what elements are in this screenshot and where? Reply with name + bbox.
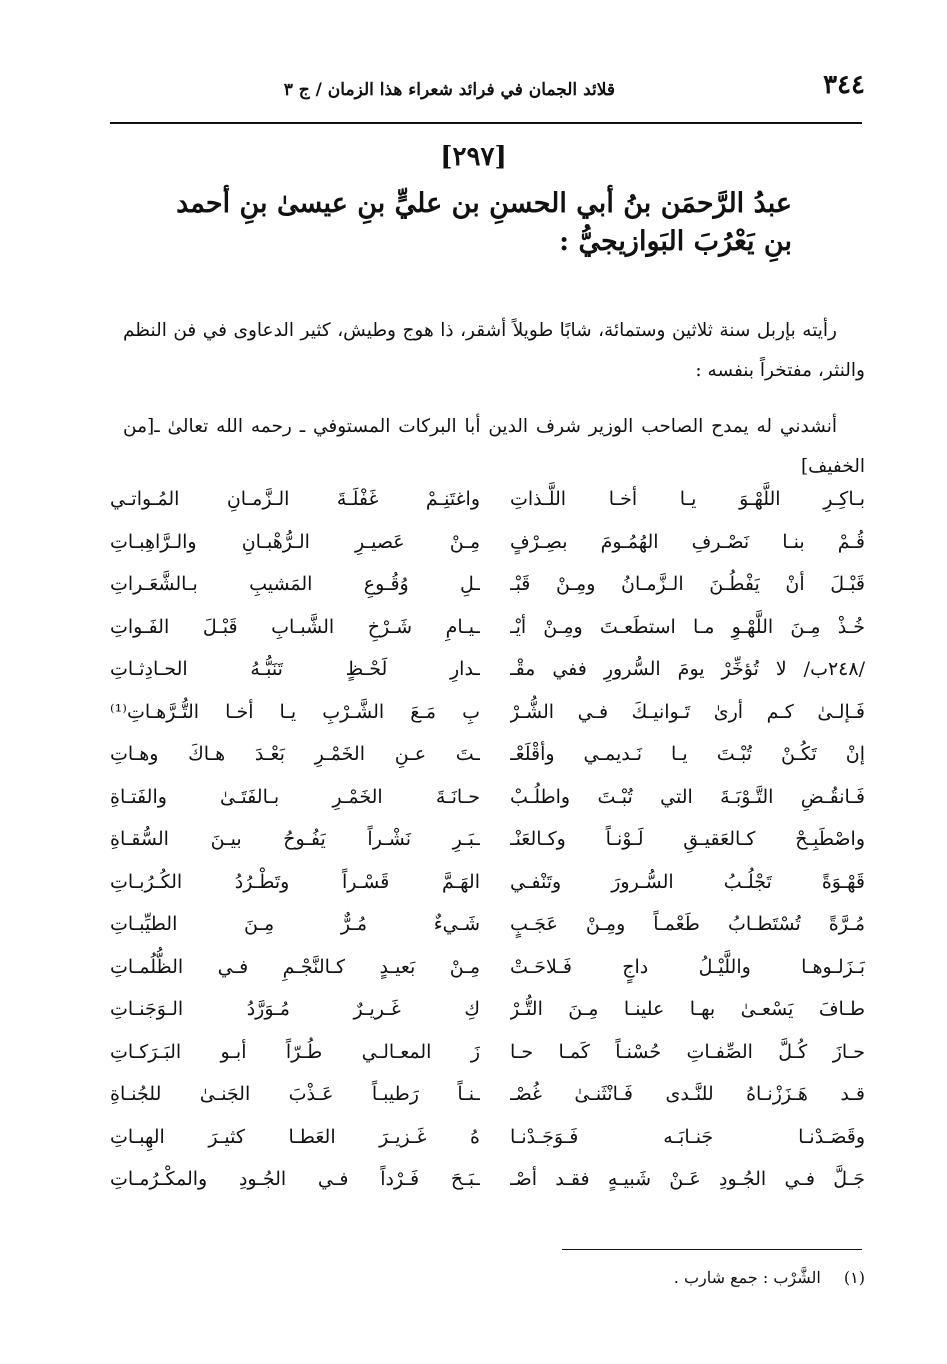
verse-first-hemistich: مُـرَّةً تُسْتَطـابُ طَعْمـاً ومِـنْ عَجَـبٍ bbox=[510, 913, 865, 935]
verse-second-hemistich: كِ غَـريـرٌ مُـوَرَّدُ الـوَجَنـاتِ bbox=[110, 998, 480, 1020]
verse-first-hemistich: حـازَ كُـلَّ الصِّفـاتِ حُسْنـاً كَمـا حـا bbox=[510, 1040, 865, 1063]
verse-second-hemistich: ـبَـحَ فَـرْداً فـي الجُـودِ والمكْـرُمـاتِ bbox=[110, 1168, 480, 1190]
verse-first-hemistich: قَهْـوَةً تَجْلُـبُ السُّـرورَ وتَنْفـي bbox=[510, 870, 865, 893]
verse-first-hemistich: خُـذْ مِـنَ اللَّهْـوِ مـا استطَعـتَ ومِـنْ أيْـ bbox=[510, 615, 865, 638]
verse-second-hemistich: بِ مَـعَ الشَّـرْبِ يـا أخـا التُّـرَّهـاتِ⁽¹⁾ bbox=[110, 700, 480, 723]
verse-first-hemistich: بَـزَلـوهـا واللَّيْـلُ داجٍ فَـلاحَـتْ bbox=[510, 955, 865, 978]
verse-second-hemistich: ـدارِ لَحْـظٍ تَنَبُّـهُ الحـادِثـاتِ bbox=[110, 658, 480, 680]
verse-second-hemistich: ـنـاً رَطيبـاً عَـذْبَ الجَنـىٰ للجُنـاةِ bbox=[110, 1083, 480, 1105]
verse-second-hemistich: الهَـمَّ قَسْـراً وتَطْـرُدُ الكُـرُبـاتِ bbox=[110, 870, 480, 893]
verse-line bbox=[110, 776, 865, 819]
verse-first-hemistich: بـاكِـرِ اللَّهْـوَ يـا أخـا اللَّـذاتِ bbox=[510, 488, 865, 510]
verse-line bbox=[110, 691, 865, 734]
entry-title: عبدُ الرَّحمَن بنُ أبي الحسنِ بن عليٍّ بنِ عيسىٰ بنِ أحمد بنِ يَعْرُبَ البَوازيجيُّ : bbox=[176, 188, 792, 257]
footnote-marker: (١) bbox=[843, 1268, 865, 1287]
verse-first-hemistich: جَـلَّ فـي الجُـودِ عَـنْ شَبيـهٍ فقـد أصْـ bbox=[510, 1168, 865, 1190]
verse-line bbox=[110, 1031, 865, 1074]
verse-first-hemistich: قَبْـلَ أنْ يَفْطُـنَ الـزَّمـانُ ومِـنْ قَبْـ bbox=[510, 573, 865, 595]
verse-line bbox=[110, 478, 865, 521]
verse-second-hemistich: شَـيءٌ مُـرٌّ مِـنَ الطيِّبـاتِ bbox=[110, 913, 480, 935]
verse-line bbox=[110, 903, 865, 946]
poem-intro-paragraph: أنشدني له يمدح الصاحب الوزير شرف الدين أبا البركات المستوفي ـ رحمه الله تعالىٰ ـ[من الخفيف] bbox=[123, 415, 865, 477]
verse-second-hemistich: ـبَـرِ نَشْـراً يَفُـوحُ بيـنَ السُّقـاةِ bbox=[110, 828, 480, 850]
header-rule bbox=[110, 122, 862, 124]
verse-second-hemistich: واغتَنِـمْ غَفْلَـةَ الـزَّمـانِ المُـواتـي bbox=[110, 488, 480, 510]
footnote-rule bbox=[562, 1249, 862, 1250]
verse-second-hemistich: مِـنْ بَعيـدٍ كـالنَّجْـمِ فـي الظُّلُمـاتِ bbox=[110, 955, 480, 978]
footnote-text: الشَّرْب : جمع شارب . bbox=[673, 1268, 821, 1287]
verse-line bbox=[110, 818, 865, 861]
verse-second-hemistich: مِـنْ عَصيـرِ الـرُّهْبـانِ والـرَّاهِبـاتِ bbox=[110, 530, 480, 553]
verse-first-hemistich: وقَصَـدْنـا جَنـابَـه فَـوَجَـدْنـا bbox=[510, 1125, 865, 1148]
verse-first-hemistich: فَـانقُـضِ التَّـوْبَـةَ التي تُبْـتَ واطلُـبْ bbox=[510, 785, 865, 808]
biography-paragraph: رأيته بإربل سنة ثلاثين وستمائة، شابًا طويلاً أشقر، ذا هوج وطيش، كثير الدعاوى في فن النظم والنثر، مفتخراً بنفسه : bbox=[123, 319, 865, 381]
page-number: ٣٤٤ bbox=[823, 70, 865, 100]
verse-line bbox=[110, 606, 865, 649]
verse-line bbox=[110, 733, 865, 776]
verse-line bbox=[110, 1158, 865, 1201]
verse-line bbox=[110, 1116, 865, 1159]
footnote bbox=[123, 1268, 865, 1287]
verse-second-hemistich: زَ المعـالـي طُـرّاً أبـو البَـرَكـاتِ bbox=[110, 1040, 480, 1063]
verse-first-hemistich: /٢٤٨ب/ لا تُؤخِّرْ يومَ السُّرورِ ففي مقْـ bbox=[510, 658, 865, 680]
entry-number: [٢٩٧] bbox=[440, 142, 507, 172]
page-header bbox=[110, 70, 865, 114]
verse-first-hemistich: فَـإلـىٰ كـم أرىٰ تَـوانيـكَ فـي الشُّـرْ bbox=[510, 700, 865, 723]
verse-first-hemistich: قـد هَـزَزْنـاهُ للنَّـدى فَـانْثَنـىٰ غُصْـ bbox=[510, 1083, 865, 1105]
verse-second-hemistich: حـانَـةَ الخَمْـرِ بـالفَتَـىٰ والفَتـاةِ bbox=[110, 785, 480, 808]
verse-second-hemistich: هُ غَـزيـرَ العَطـا كثيـرَ الهِبـاتِ bbox=[110, 1125, 480, 1148]
verse-line bbox=[110, 648, 865, 691]
verse-line bbox=[110, 988, 865, 1031]
poem-verses bbox=[110, 478, 865, 1201]
verse-second-hemistich: ـتَ عـنِ الخَمْـرِ بَعْـدَ هـاكَ وهـاتِ bbox=[110, 743, 480, 765]
verse-first-hemistich: إنْ تَكُـنْ تُبْـتَ يـا نَـديمـي وأقْلَعْـ bbox=[510, 743, 865, 765]
verse-first-hemistich: طـافَ يَسْعـىٰ بهـا علينـا مِـنَ التُّـرْ bbox=[510, 998, 865, 1020]
verse-first-hemistich: واصْطَبِـحْ كـالعَقيـقِ لَـوْنـاً وكـالعَنْـ bbox=[510, 828, 865, 850]
verse-second-hemistich: ـلِ وُقُـوعِ المَشيبِ بـالشَّعَـراتِ bbox=[110, 573, 480, 595]
verse-line bbox=[110, 521, 865, 564]
verse-line bbox=[110, 946, 865, 989]
verse-second-hemistich: ـيـامِ شَـرْخِ الشَّبـابِ قَبْـلَ الفَـواتِ bbox=[110, 615, 480, 638]
verse-line bbox=[110, 861, 865, 904]
verse-line bbox=[110, 1073, 865, 1116]
verse-line bbox=[110, 563, 865, 606]
running-title: قلائد الجمان في فرائد شعراء هذا الزمان / ج ٣ bbox=[283, 80, 615, 100]
verse-first-hemistich: قُـمْ بنـا نَصْـرفِ الهُمُـومَ بصِـرْفٍ bbox=[510, 530, 865, 553]
